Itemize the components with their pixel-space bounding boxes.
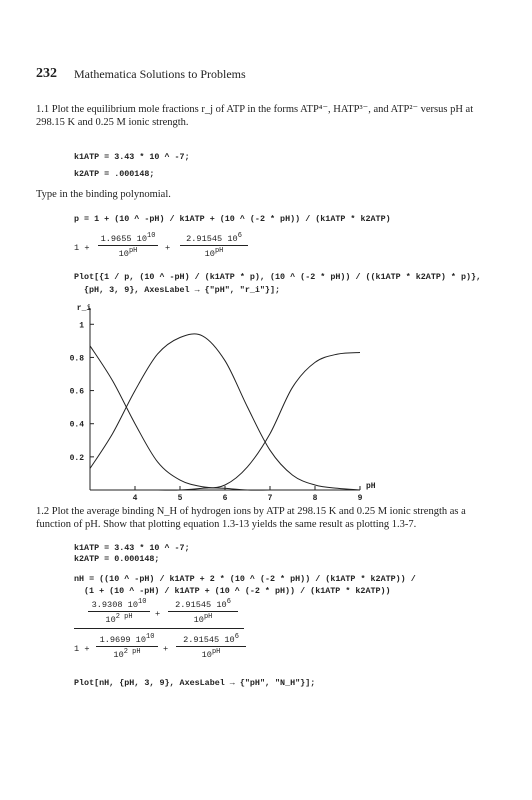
x-tick-label: 7 [267, 494, 273, 500]
y-tick-label: 0.2 [69, 453, 84, 463]
x-tick-label: 9 [357, 494, 363, 500]
x-axis-label: pH [366, 482, 376, 491]
code-k1atp-2: k1ATP = 3.43 * 10 ^ -7; [74, 543, 190, 553]
series-line-hatp3- [90, 346, 360, 490]
prompt-text: Type in the binding polynomial. [36, 189, 171, 200]
series-line-atp4- [90, 353, 360, 491]
y-tick-label: 1 [79, 321, 84, 331]
output-plus: + [165, 243, 171, 253]
nh-num-plus: + [155, 609, 161, 619]
output-term-1: 1.9655 $10^{10}$ $10^{pH}$ [98, 232, 158, 259]
code-plot-line-1: Plot[{1 / p, (10 ^ -pH) / (k1ATP * p), (10 ^ (-2 * pH)) / ((k1ATP * k2ATP) * p)}, [74, 272, 482, 282]
y-tick-label: 0.6 [69, 387, 84, 397]
code-k2atp-2: k2ATP = 0.000148; [74, 554, 160, 564]
nh-den-term-1: 1.9699 $10^{10}$ $10^{2 pH}$ [96, 633, 158, 660]
mole-fraction-chart [60, 298, 380, 500]
page-number: 232 [36, 66, 57, 81]
code-binding-polynomial: p = 1 + (10 ^ -pH) / k1ATP + (10 ^ (-2 * pH)) / (k1ATP * k2ATP) [74, 214, 391, 224]
nh-num-term-2: 2.91545 $10^6$ $10^{pH}$ [168, 598, 238, 625]
problem-1-1-text: 1.1 Plot the equilibrium mole fractions r_j of ATP in the forms ATP⁴⁻, HATP³⁻, and ATP²⁻ versus pH at 298.15 K and 0.25 M ionic strength. [36, 104, 474, 128]
nh-den-plus: + [163, 644, 169, 654]
nh-num-term-1: 3.9308 $10^{10}$ $10^{2 pH}$ [88, 598, 150, 625]
nh-den-term-2: 2.91545 $10^6$ $10^{pH}$ [176, 633, 246, 660]
y-axis-label: r_i [76, 304, 92, 313]
series-line-h2atp2- [90, 334, 360, 490]
nh-den-lead: 1 + [74, 644, 90, 654]
y-tick-label: 0.8 [69, 354, 84, 364]
nh-main-fraction-bar [74, 628, 244, 629]
code-nh-line-1: nH = ((10 ^ -pH) / k1ATP + 2 * (10 ^ (-2 * pH)) / (k1ATP * k2ATP)) / [74, 574, 416, 584]
code-k1atp: k1ATP = 3.43 * 10 ^ -7; [74, 152, 190, 162]
code-plot-nh: Plot[nH, {pH, 3, 9}, AxesLabel → {"pH", "N_H"}]; [74, 678, 316, 688]
problem-1-2-text: 1.2 Plot the average binding N_H of hydrogen ions by ATP at 298.15 K and 0.25 M ionic strength as a function of pH. Show that plotting equation 1.3-13 yields the same result as plotting 1.3-7. [36, 506, 466, 530]
code-k2atp: k2ATP = .000148; [74, 169, 155, 179]
chart-series [90, 334, 360, 490]
output-term-2: 2.91545 $10^6$ $10^{pH}$ [180, 232, 248, 259]
code-plot-line-2: {pH, 3, 9}, AxesLabel → {"pH", "r_i"}]; [84, 285, 281, 295]
x-tick-label: 6 [222, 494, 228, 500]
code-nh-line-2: (1 + (10 ^ -pH) / k1ATP + (10 ^ (-2 * pH)) / (k1ATP * k2ATP)) [84, 586, 391, 596]
output-lead: 1 + [74, 243, 90, 253]
x-tick-label: 4 [132, 494, 138, 500]
x-tick-label: 5 [177, 494, 183, 500]
x-tick-label: 8 [312, 494, 318, 500]
y-tick-label: 0.4 [69, 420, 84, 430]
running-title: Mathematica Solutions to Problems [74, 67, 246, 81]
